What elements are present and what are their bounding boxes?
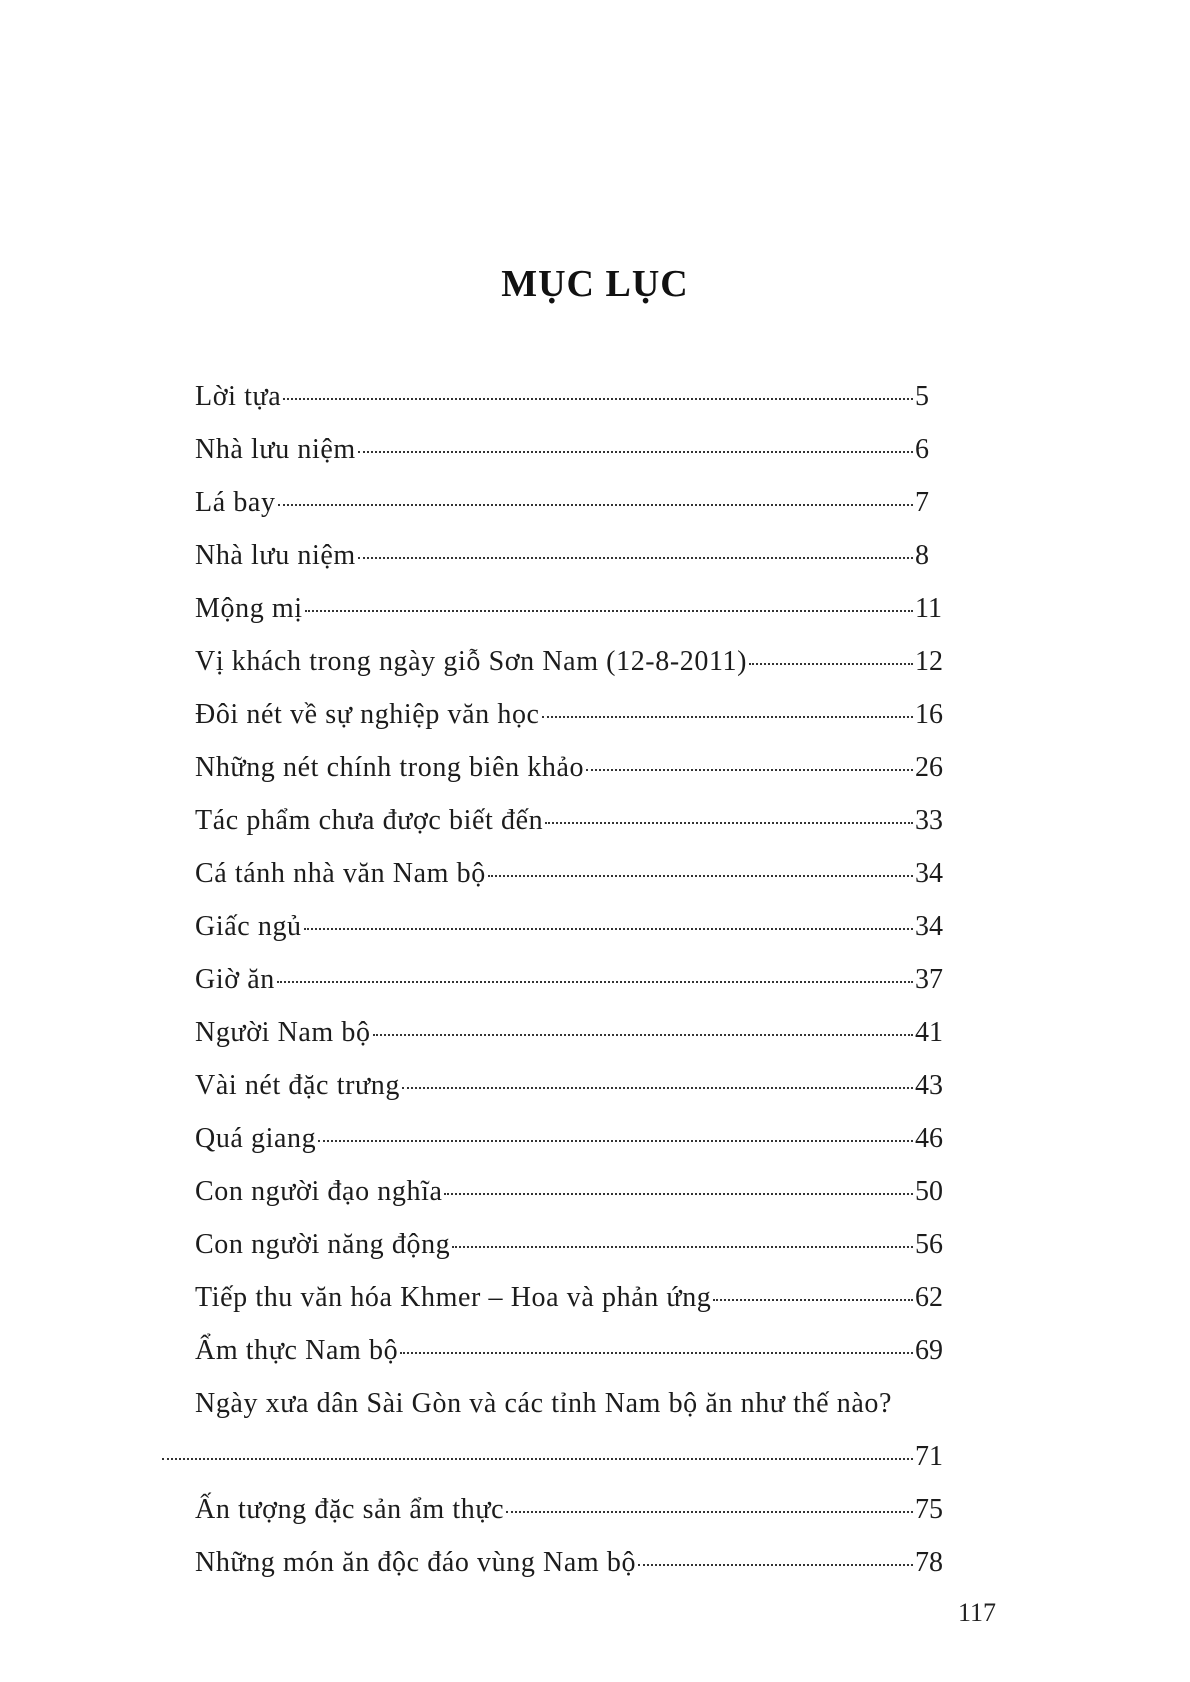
dot-leader bbox=[488, 875, 913, 877]
toc-entry[interactable] bbox=[195, 1271, 955, 1324]
toc-entry-label: Những món ăn độc đáo vùng Nam bộ bbox=[195, 1547, 637, 1578]
toc-entry-label: Tác phẩm chưa được biết đến bbox=[195, 805, 544, 836]
toc-entry-page: 56 bbox=[915, 1229, 943, 1260]
dot-leader bbox=[542, 716, 913, 718]
table-of-contents bbox=[195, 370, 955, 1589]
toc-entry-page: 8 bbox=[915, 540, 929, 571]
toc-entry-label: Nhà lưu niệm bbox=[195, 540, 356, 571]
toc-entry-label: Lá bay bbox=[195, 487, 276, 518]
toc-entry[interactable] bbox=[195, 582, 955, 635]
dot-leader bbox=[318, 1140, 913, 1142]
toc-entry-label: Mộng mị bbox=[195, 593, 303, 624]
toc-entry-label: Vị khách trong ngày giỗ Sơn Nam (12-8-2011) bbox=[195, 646, 748, 677]
dot-leader bbox=[586, 769, 913, 771]
toc-entry-label: Ấn tượng đặc sản ẩm thực bbox=[195, 1494, 505, 1525]
dot-leader bbox=[638, 1564, 913, 1566]
toc-entry[interactable] bbox=[195, 423, 955, 476]
toc-entry-page: 75 bbox=[915, 1494, 943, 1525]
toc-entry-page: 11 bbox=[915, 593, 942, 624]
toc-entry[interactable] bbox=[195, 1165, 955, 1218]
dot-leader bbox=[444, 1193, 913, 1195]
dot-leader bbox=[305, 610, 913, 612]
dot-leader bbox=[545, 822, 913, 824]
toc-entry-page: 69 bbox=[915, 1335, 943, 1366]
toc-entry[interactable] bbox=[195, 688, 955, 741]
dot-leader bbox=[402, 1087, 913, 1089]
toc-entry[interactable] bbox=[195, 741, 955, 794]
dot-leader bbox=[713, 1299, 913, 1301]
toc-entry-page: 5 bbox=[915, 381, 929, 412]
dot-leader bbox=[506, 1511, 913, 1513]
toc-entry-page: 43 bbox=[915, 1070, 943, 1101]
toc-entry[interactable] bbox=[195, 1536, 955, 1589]
dot-leader bbox=[358, 451, 913, 453]
toc-entry-page: 71 bbox=[915, 1441, 943, 1472]
toc-entry[interactable] bbox=[195, 847, 955, 900]
toc-entry[interactable] bbox=[195, 635, 955, 688]
page-number: 117 bbox=[958, 1598, 997, 1627]
dot-leader bbox=[358, 557, 913, 559]
toc-entry-label: Con người năng động bbox=[195, 1229, 451, 1260]
toc-entry-page: 7 bbox=[915, 487, 929, 518]
toc-entry[interactable] bbox=[195, 794, 955, 847]
toc-entry-label: Cá tánh nhà văn Nam bộ bbox=[195, 858, 486, 889]
toc-entry-label: Con người đạo nghĩa bbox=[195, 1176, 443, 1207]
toc-entry-page: 37 bbox=[915, 964, 943, 995]
toc-entry-page: 41 bbox=[915, 1017, 943, 1048]
toc-entry[interactable] bbox=[195, 1059, 955, 1112]
dot-leader bbox=[304, 928, 913, 930]
toc-entry[interactable] bbox=[195, 476, 955, 529]
toc-entry-label: Quá giang bbox=[195, 1123, 317, 1154]
toc-entry[interactable] bbox=[195, 1377, 955, 1483]
toc-entry-label: Lời tựa bbox=[195, 381, 282, 412]
toc-entry-page: 50 bbox=[915, 1176, 943, 1207]
dot-leader bbox=[162, 1458, 913, 1460]
dot-leader bbox=[749, 663, 913, 665]
toc-entry[interactable] bbox=[195, 529, 955, 582]
toc-entry-page: 62 bbox=[915, 1282, 943, 1313]
toc-entry[interactable] bbox=[195, 900, 955, 953]
toc-entry-page: 46 bbox=[915, 1123, 943, 1154]
toc-entry-label: Ẩm thực Nam bộ bbox=[195, 1335, 399, 1366]
dot-leader bbox=[283, 398, 913, 400]
toc-entry-label: Giấc ngủ bbox=[195, 911, 302, 942]
dot-leader bbox=[277, 981, 913, 983]
toc-entry-label: Vài nét đặc trưng bbox=[195, 1070, 400, 1101]
dot-leader bbox=[452, 1246, 913, 1248]
toc-entry[interactable] bbox=[195, 1112, 955, 1165]
toc-entry-page: 78 bbox=[915, 1547, 943, 1578]
toc-entry-label: Người Nam bộ bbox=[195, 1017, 371, 1048]
toc-entry-label: Những nét chính trong biên khảo bbox=[195, 752, 585, 783]
toc-entry-page: 12 bbox=[915, 646, 943, 677]
toc-entry-page: 34 bbox=[915, 911, 943, 942]
toc-entry-label: Tiếp thu văn hóa Khmer – Hoa và phản ứng bbox=[195, 1282, 712, 1313]
toc-entry[interactable] bbox=[195, 1006, 955, 1059]
toc-entry-page: 26 bbox=[915, 752, 943, 783]
toc-entry-page: 16 bbox=[915, 699, 943, 730]
dot-leader bbox=[278, 504, 913, 506]
toc-entry[interactable] bbox=[195, 1324, 955, 1377]
toc-entry-label: Đôi nét về sự nghiệp văn học bbox=[195, 699, 540, 730]
toc-entry-label: Giờ ăn bbox=[195, 964, 275, 995]
toc-entry[interactable] bbox=[195, 370, 955, 423]
toc-entry[interactable] bbox=[195, 953, 955, 1006]
toc-entry-page: 6 bbox=[915, 434, 929, 465]
dot-leader bbox=[400, 1352, 913, 1354]
toc-entry-label: Nhà lưu niệm bbox=[195, 434, 356, 465]
dot-leader bbox=[373, 1034, 913, 1036]
toc-entry-page: 34 bbox=[915, 858, 943, 889]
toc-entry-label: Ngày xưa dân Sài Gòn và các tỉnh Nam bộ ăn như thế nào? bbox=[195, 1388, 893, 1419]
toc-entry-page: 33 bbox=[915, 805, 943, 836]
toc-entry[interactable] bbox=[195, 1218, 955, 1271]
page-title: MỤC LỤC bbox=[501, 263, 689, 305]
toc-entry[interactable] bbox=[195, 1483, 955, 1536]
